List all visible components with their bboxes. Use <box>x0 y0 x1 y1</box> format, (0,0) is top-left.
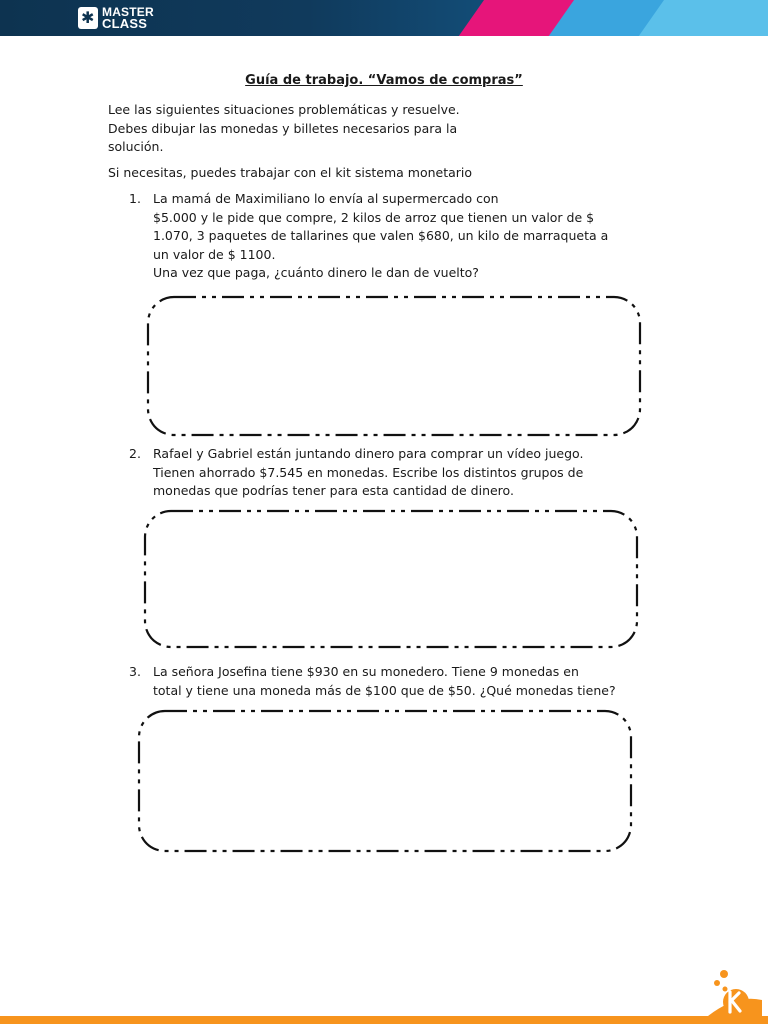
kit-note: Si necesitas, puedes trabajar con el kit sistema monetario <box>108 165 473 180</box>
instructions-line: Lee las siguientes situaciones problemáticas y resuelve. <box>108 102 460 117</box>
question-line: $5.000 y le pide que compre, 2 kilos de arroz que tienen un valor de $ <box>153 209 595 225</box>
document-title: Guía de trabajo. “Vamos de compras” <box>245 73 523 88</box>
logo-line-1: MASTER <box>102 5 154 19</box>
publisher-logo <box>706 964 762 1016</box>
answer-box-border <box>136 708 634 854</box>
question-line: Una vez que paga, ¿cuánto dinero le dan de vuelto? <box>153 265 479 280</box>
question-text <box>153 190 608 283</box>
question-line: Rafael y Gabriel están juntando dinero para comprar un vídeo juego. <box>153 446 584 461</box>
question-line: La mamá de Maximiliano lo envía al supermercado con <box>153 191 499 206</box>
question-line: total y tiene una moneda más de $100 que de $50. ¿Qué monedas tiene? <box>153 682 616 698</box>
question-line: Tienen ahorrado $7.545 en monedas. Escribe los distintos grupos de <box>153 464 584 480</box>
footer-bar <box>0 1016 768 1024</box>
header-banner <box>0 0 768 36</box>
instructions-line: solución. <box>108 139 164 154</box>
masterclass-logo <box>78 6 154 30</box>
question-text <box>153 445 583 501</box>
logo-line-2: CLASS <box>102 16 148 31</box>
question-text <box>153 663 616 700</box>
answer-box-border <box>145 294 643 438</box>
answer-box-border <box>142 508 640 650</box>
question-line: La señora Josefina tiene $930 en su monedero. Tiene 9 monedas en <box>153 664 579 679</box>
question-number: 1. <box>129 191 141 206</box>
answer-box-1[interactable] <box>145 294 643 438</box>
question-line: un valor de $ 1100. <box>153 246 276 262</box>
question-line: 1.070, 3 paquetes de tallarines que valen $680, un kilo de marraqueta a <box>153 228 609 243</box>
question-number: 3. <box>129 664 141 679</box>
instructions <box>108 101 528 157</box>
publisher-logo-mark <box>706 964 762 1016</box>
answer-box-3[interactable] <box>136 708 634 854</box>
logo-text <box>102 7 154 29</box>
instructions-line: Debes dibujar las monedas y billetes necesarios para la <box>108 120 458 136</box>
question-number: 2. <box>129 446 141 461</box>
answer-box-2[interactable] <box>142 508 640 650</box>
question-line: monedas que podrías tener para esta cantidad de dinero. <box>153 483 514 498</box>
logo-star-icon <box>78 7 98 29</box>
